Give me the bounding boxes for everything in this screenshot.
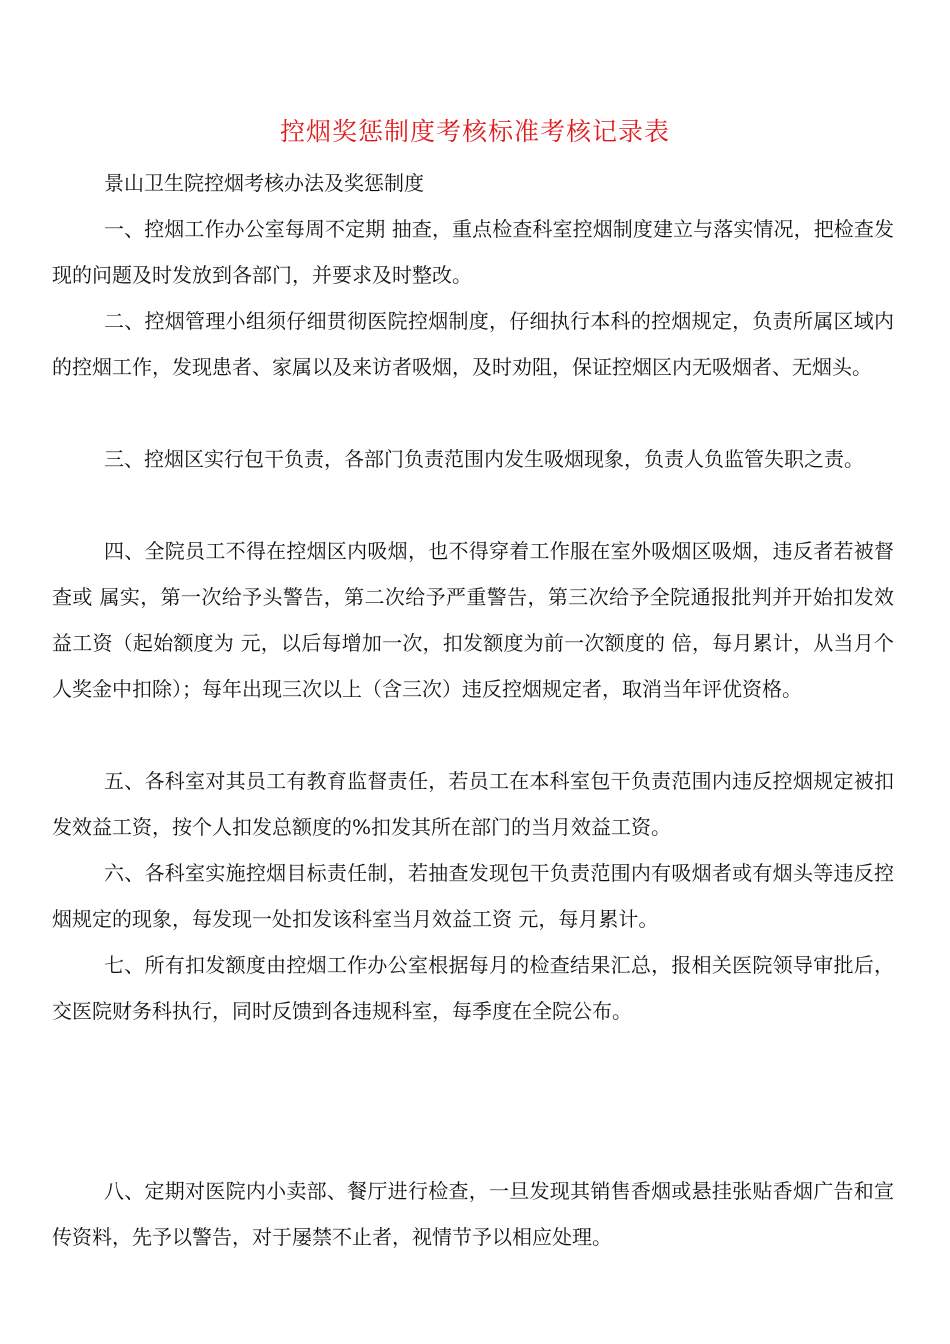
paragraph-8: 八、定期对医院内小卖部、餐厅进行检查，一旦发现其销售香烟或悬挂张贴香烟广告和宣传资料，先予以警告，对于屡禁不止者，视情节予以相应处理。 <box>52 1179 894 1249</box>
paragraph-7: 七、所有扣发额度由控烟工作办公室根据每月的检查结果汇总，报相关医院领导审批后，交医院财务科执行，同时反馈到各违规科室，每季度在全院公布。 <box>52 953 894 1023</box>
paragraph-4: 四、全院员工不得在控烟区内吸烟，也不得穿着工作服在室外吸烟区吸烟，违反者若被督查或 属实，第一次给予头警告，第二次给予严重警告，第三次给予全院通报批判并开始扣发效益工资（起始额度为 元，以后每增加一次，扣发额度为前一次额度的 倍，每月累计，从当月个人奖金中扣除）；每年出现三次以上（含三次）违反控烟规定者，取消当年评优资格。 <box>52 539 894 701</box>
paragraph-1: 一、控烟工作办公室每周不定期 抽查，重点检查科室控烟制度建立与落实情况，把检查发现的问题及时发放到各部门，并要求及时整改。 <box>52 217 894 287</box>
paragraph-5: 五、各科室对其员工有教育监督责任，若员工在本科室包干负责范围内违反控烟规定被扣发效益工资，按个人扣发总额度的%扣发其所在部门的当月效益工资。 <box>52 769 894 839</box>
paragraph-3: 三、控烟区实行包干负责，各部门负责范围内发生吸烟现象，负责人负监管失职之责。 <box>104 447 864 471</box>
document-title: 控烟奖惩制度考核标准考核记录表 <box>279 117 670 146</box>
paragraph-2: 二、控烟管理小组须仔细贯彻医院控烟制度，仔细执行本科的控烟规定，负责所属区域内的控烟工作，发现患者、家属以及来访者吸烟，及时劝阻，保证控烟区内无吸烟者、无烟头。 <box>52 309 894 379</box>
paragraph-6: 六、各科室实施控烟目标责任制，若抽查发现包干负责范围内有吸烟者或有烟头等违反控烟规定的现象，每发现一处扣发该科室当月效益工资 元，每月累计。 <box>52 861 894 931</box>
document-subtitle: 景山卫生院控烟考核办法及奖惩制度 <box>104 171 424 195</box>
